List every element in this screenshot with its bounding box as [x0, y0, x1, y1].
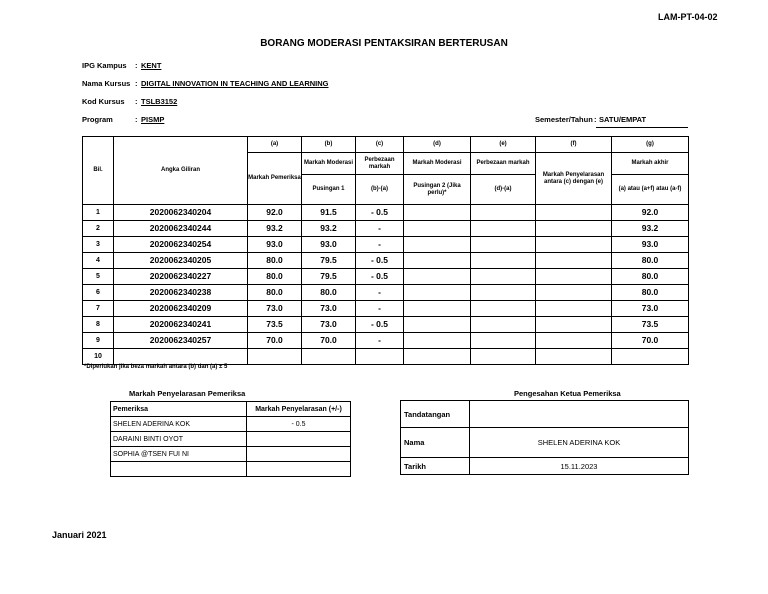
row-perbezaan-e: [471, 237, 536, 253]
tandatangan-label: Tandatangan: [401, 401, 470, 428]
header-perbezaan-markah-e: Perbezaan markah: [471, 153, 536, 175]
penyelarasan-title: Markah Penyelarasan Pemeriksa: [129, 389, 246, 398]
row-markah-a: 92.0: [248, 205, 302, 221]
header-markah-moderasi: Markah Moderasi: [302, 153, 356, 175]
row-perbezaan-c: - 0.5: [356, 205, 404, 221]
row-perbezaan-e: [471, 333, 536, 349]
row-perbezaan-c: [356, 349, 404, 365]
row-bil: 6: [83, 285, 114, 301]
row-penyelarasan-f: [536, 205, 612, 221]
row-bil: 5: [83, 269, 114, 285]
header-g-formula: (a) atau (a+f) atau (a-f): [612, 175, 689, 205]
row-angka-giliran: 2020062340244: [114, 221, 248, 237]
header-bil: Bil.: [83, 137, 114, 205]
ipg-label: IPG Kampus: [82, 61, 127, 70]
row-penyelarasan-f: [536, 317, 612, 333]
header-e: (e): [471, 137, 536, 153]
penyelarasan-table: [110, 401, 351, 477]
row-bil: 1: [83, 205, 114, 221]
row-markah-a: 80.0: [248, 253, 302, 269]
tandatangan-value: [470, 401, 689, 428]
row-bil: 4: [83, 253, 114, 269]
pemeriksa-markah: [247, 447, 351, 462]
header-f: (f): [536, 137, 612, 153]
ipg-value: KENT: [141, 61, 162, 70]
row-perbezaan-e: [471, 221, 536, 237]
page-title: BORANG MODERASI PENTAKSIRAN BERTERUSAN: [260, 38, 508, 49]
tarikh-label: Tarikh: [401, 458, 470, 475]
row-markah-b: 79.5: [302, 269, 356, 285]
penyelarasan-row: [111, 462, 351, 477]
row-angka-giliran: 2020062340227: [114, 269, 248, 285]
course-code-colon: :: [135, 97, 138, 106]
row-bil: 8: [83, 317, 114, 333]
moderation-table: [82, 136, 689, 365]
row-perbezaan-e: [471, 317, 536, 333]
row-angka-giliran: 2020062340204: [114, 205, 248, 221]
pengesahan-table: [400, 400, 689, 475]
row-markah-b: 79.5: [302, 253, 356, 269]
row-markah-d: [404, 269, 471, 285]
row-perbezaan-c: -: [356, 221, 404, 237]
course-code-value: TSLB3152: [141, 97, 178, 106]
row-perbezaan-e: [471, 253, 536, 269]
row-markah-a: 70.0: [248, 333, 302, 349]
row-perbezaan-e: [471, 285, 536, 301]
row-markah-d: [404, 253, 471, 269]
ipg-colon: :: [135, 61, 138, 70]
row-markah-d: [404, 349, 471, 365]
row-penyelarasan-f: [536, 301, 612, 317]
row-perbezaan-e: [471, 205, 536, 221]
program-value: PISMP: [141, 115, 165, 124]
row-markah-g: 80.0: [612, 269, 689, 285]
program-colon: :: [135, 115, 138, 124]
form-code: LAM-PT-04-02: [658, 12, 718, 22]
tarikh-value: 15.11.2023: [470, 458, 689, 475]
row-markah-b: 91.5: [302, 205, 356, 221]
table-row: [83, 221, 689, 237]
row-penyelarasan-f: [536, 253, 612, 269]
header-markah-moderasi-d: Markah Moderasi: [404, 153, 471, 175]
row-angka-giliran: 2020062340209: [114, 301, 248, 317]
header-c: (c): [356, 137, 404, 153]
row-markah-d: [404, 317, 471, 333]
row-markah-d: [404, 205, 471, 221]
table-row: [83, 253, 689, 269]
header-pusingan-2: Pusingan 2 (Jika perlu)*: [404, 175, 471, 205]
header-b: (b): [302, 137, 356, 153]
row-bil: 3: [83, 237, 114, 253]
row-markah-g: 93.2: [612, 221, 689, 237]
penyelarasan-col-pemeriksa: Pemeriksa: [111, 402, 247, 417]
header-g: (g): [612, 137, 689, 153]
row-angka-giliran: [114, 349, 248, 365]
header-markah-pemeriksa: Markah Pemeriksa: [248, 153, 302, 205]
row-penyelarasan-f: [536, 349, 612, 365]
row-markah-d: [404, 285, 471, 301]
row-bil: 10: [83, 349, 114, 365]
row-markah-g: 80.0: [612, 285, 689, 301]
pemeriksa-markah: - 0.5: [247, 417, 351, 432]
row-markah-a: 80.0: [248, 285, 302, 301]
pengesahan-title: Pengesahan Ketua Pemeriksa: [514, 389, 621, 398]
semester-label: Semester/Tahun: [535, 115, 593, 124]
row-perbezaan-e: [471, 269, 536, 285]
header-angka-giliran: Angka Giliran: [114, 137, 248, 205]
row-markah-g: [612, 349, 689, 365]
row-markah-d: [404, 237, 471, 253]
header-penyelarasan-f: Markah Penyelarasan antara (c) dengan (e): [536, 153, 612, 205]
table-row: [83, 333, 689, 349]
penyelarasan-col-markah: Markah Penyelarasan (+/-): [247, 402, 351, 417]
semester-value: SATU/EMPAT: [599, 115, 647, 124]
pemeriksa-name: SHELEN ADERINA KOK: [111, 417, 247, 432]
header-d-minus-a: (d)-(a): [471, 175, 536, 205]
table-row: [83, 237, 689, 253]
row-perbezaan-c: -: [356, 237, 404, 253]
pemeriksa-name: DARAINI BINTI OYOT: [111, 432, 247, 447]
row-markah-b: 70.0: [302, 333, 356, 349]
row-perbezaan-c: -: [356, 285, 404, 301]
row-markah-d: [404, 221, 471, 237]
table-row: [83, 285, 689, 301]
course-name-colon: :: [135, 79, 138, 88]
row-bil: 2: [83, 221, 114, 237]
row-markah-g: 80.0: [612, 253, 689, 269]
course-name-value: DIGITAL INNOVATION IN TEACHING AND LEARNING: [141, 79, 329, 88]
row-markah-b: 73.0: [302, 317, 356, 333]
row-markah-a: 93.0: [248, 237, 302, 253]
row-markah-b: 93.2: [302, 221, 356, 237]
row-markah-d: [404, 301, 471, 317]
header-pusingan-1: Pusingan 1: [302, 175, 356, 205]
row-markah-a: 80.0: [248, 269, 302, 285]
row-penyelarasan-f: [536, 285, 612, 301]
table-row: [83, 269, 689, 285]
footer-date: Januari 2021: [52, 530, 107, 540]
header-a: (a): [248, 137, 302, 153]
row-perbezaan-e: [471, 349, 536, 365]
header-d: (d): [404, 137, 471, 153]
penyelarasan-row: [111, 432, 351, 447]
row-markah-d: [404, 333, 471, 349]
table-row: [83, 301, 689, 317]
row-perbezaan-c: - 0.5: [356, 317, 404, 333]
row-markah-a: 73.5: [248, 317, 302, 333]
semester-underline: [596, 127, 688, 128]
course-name-label: Nama Kursus: [82, 79, 131, 88]
nama-label: Nama: [401, 428, 470, 458]
row-bil: 7: [83, 301, 114, 317]
table-row: [83, 205, 689, 221]
row-perbezaan-c: -: [356, 333, 404, 349]
penyelarasan-row: [111, 447, 351, 462]
header-markah-akhir: Markah akhir: [612, 153, 689, 175]
row-angka-giliran: 2020062340241: [114, 317, 248, 333]
row-markah-g: 70.0: [612, 333, 689, 349]
header-b-minus-a: (b)-(a): [356, 175, 404, 205]
row-angka-giliran: 2020062340238: [114, 285, 248, 301]
row-markah-g: 73.0: [612, 301, 689, 317]
row-markah-g: 93.0: [612, 237, 689, 253]
row-penyelarasan-f: [536, 333, 612, 349]
row-bil: 9: [83, 333, 114, 349]
header-perbezaan-markah: Perbezaan markah: [356, 153, 404, 175]
course-code-label: Kod Kursus: [82, 97, 125, 106]
row-markah-g: 92.0: [612, 205, 689, 221]
row-perbezaan-c: - 0.5: [356, 269, 404, 285]
row-markah-a: 93.2: [248, 221, 302, 237]
row-angka-giliran: 2020062340257: [114, 333, 248, 349]
table-footnote: *Diperlukan jika beza markah antara (b) dan (a) ± 5: [84, 364, 228, 370]
semester-colon: :: [594, 115, 597, 124]
row-markah-b: 73.0: [302, 301, 356, 317]
program-label: Program: [82, 115, 113, 124]
row-markah-b: [302, 349, 356, 365]
row-markah-a: [248, 349, 302, 365]
row-perbezaan-e: [471, 301, 536, 317]
row-penyelarasan-f: [536, 221, 612, 237]
row-perbezaan-c: - 0.5: [356, 253, 404, 269]
row-markah-b: 93.0: [302, 237, 356, 253]
pemeriksa-name: [111, 462, 247, 477]
row-angka-giliran: 2020062340254: [114, 237, 248, 253]
row-angka-giliran: 2020062340205: [114, 253, 248, 269]
row-penyelarasan-f: [536, 237, 612, 253]
table-row: [83, 317, 689, 333]
row-markah-g: 73.5: [612, 317, 689, 333]
row-markah-b: 80.0: [302, 285, 356, 301]
penyelarasan-row: [111, 417, 351, 432]
nama-value: SHELEN ADERINA KOK: [470, 428, 689, 458]
pemeriksa-markah: [247, 432, 351, 447]
table-row: [83, 349, 689, 365]
pemeriksa-markah: [247, 462, 351, 477]
row-markah-a: 73.0: [248, 301, 302, 317]
row-perbezaan-c: -: [356, 301, 404, 317]
row-penyelarasan-f: [536, 269, 612, 285]
pemeriksa-name: SOPHIA @TSEN FUI NI: [111, 447, 247, 462]
